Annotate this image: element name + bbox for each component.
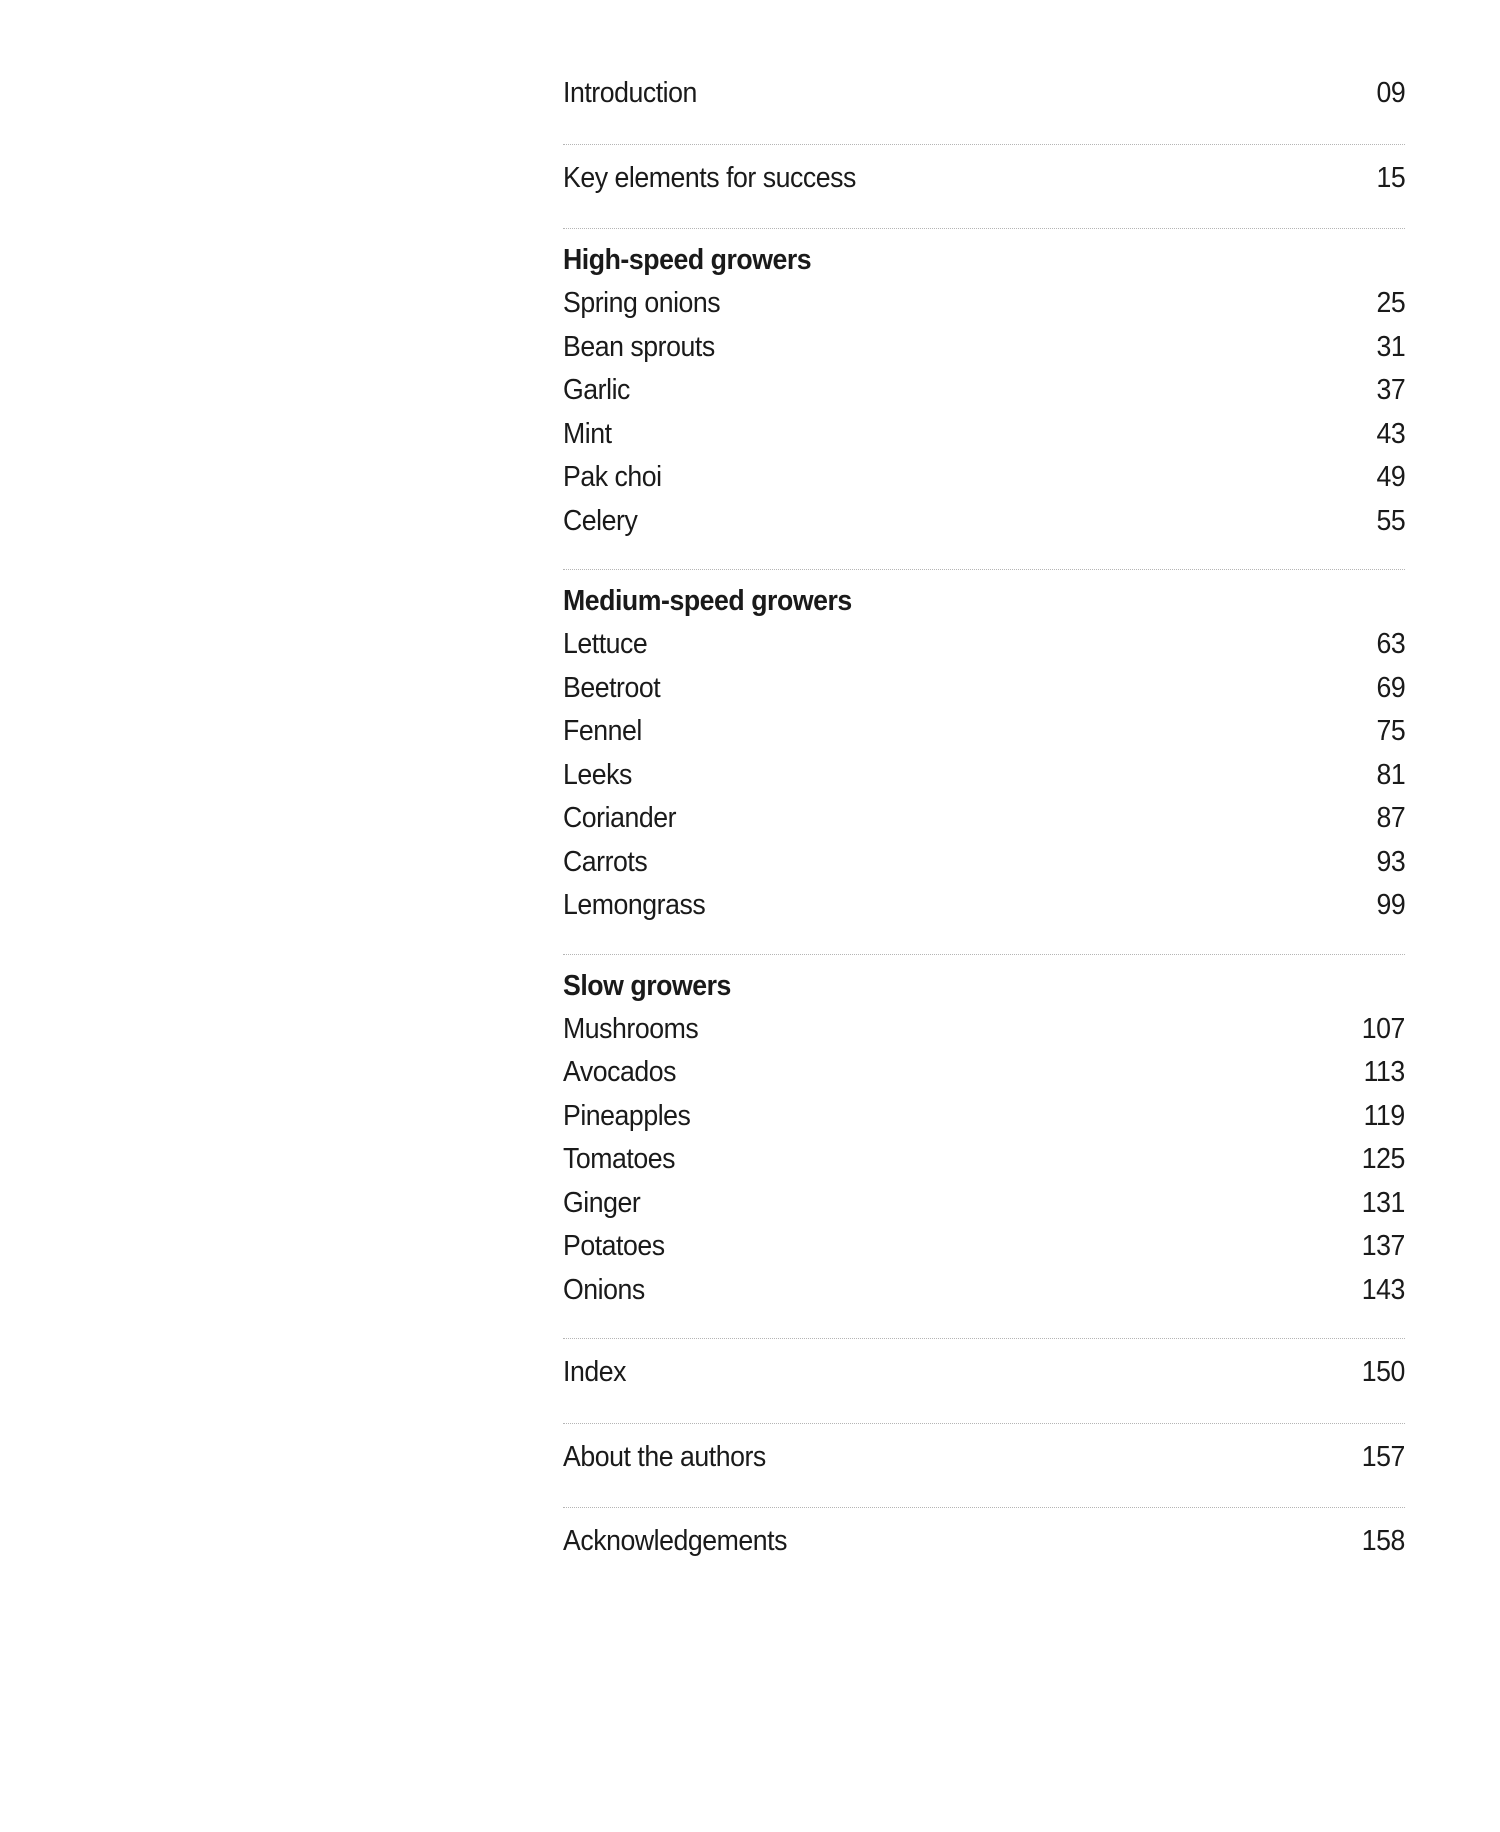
toc-entry[interactable] <box>563 884 1405 928</box>
toc-entry[interactable] <box>563 1225 1405 1269</box>
toc-entry-page: 107 <box>1361 1012 1405 1045</box>
toc-entry-page: 55 <box>1376 504 1405 537</box>
toc-entry-page: 49 <box>1376 461 1405 493</box>
toc-entry[interactable] <box>563 326 1405 370</box>
toc-entry[interactable] <box>563 1182 1405 1226</box>
section-heading: Slow growers <box>563 969 731 1002</box>
toc-section-acknowledgements <box>563 1508 1405 1592</box>
toc-entry-label: Tomatoes <box>563 1143 675 1175</box>
toc-entry-page: 157 <box>1361 1440 1405 1473</box>
toc-entry[interactable] <box>563 1138 1405 1182</box>
toc-section-index <box>563 1339 1405 1424</box>
toc-section-about-authors <box>563 1424 1405 1509</box>
toc-entry-label: Ginger <box>563 1186 641 1219</box>
toc-entry[interactable] <box>563 369 1405 413</box>
toc-entry-label: Lemongrass <box>563 889 706 921</box>
toc-entry-page: 119 <box>1363 1099 1405 1132</box>
section-heading: Medium-speed growers <box>563 585 852 617</box>
toc-entry-page: 81 <box>1376 758 1405 791</box>
toc-entry[interactable] <box>563 157 1405 201</box>
toc-entry-page: 131 <box>1361 1186 1405 1219</box>
toc-entry-label: Pak choi <box>563 461 662 493</box>
toc-entry-page: 37 <box>1376 374 1405 406</box>
toc-entry-page: 150 <box>1361 1356 1405 1388</box>
toc-entry-page: 63 <box>1376 628 1405 660</box>
toc-entry-page: 31 <box>1376 330 1405 363</box>
toc-entry-label: Onions <box>563 1273 645 1306</box>
toc-section-medium-speed <box>563 570 1405 955</box>
toc-entry-label: Acknowledgements <box>563 1525 788 1557</box>
toc-entry[interactable] <box>563 413 1405 457</box>
toc-entry-page: 93 <box>1376 845 1405 878</box>
toc-entry[interactable] <box>563 667 1405 711</box>
toc-entry-label: Avocados <box>563 1056 677 1088</box>
toc-entry[interactable] <box>563 1051 1405 1095</box>
toc-entry-page: 125 <box>1361 1143 1405 1175</box>
toc-entry[interactable] <box>563 797 1405 841</box>
toc-entry[interactable] <box>563 500 1405 544</box>
toc-entry-page: 87 <box>1376 802 1405 834</box>
toc-entry-label: Beetroot <box>563 671 661 704</box>
toc-entry-label: Garlic <box>563 374 630 406</box>
toc-entry-label: Mushrooms <box>563 1012 699 1045</box>
toc-section-slow <box>563 955 1405 1340</box>
toc-entry-label: Spring onions <box>563 287 721 319</box>
toc-entry-page: 43 <box>1376 417 1405 450</box>
toc-section-key-elements <box>563 145 1405 230</box>
toc-entry-page: 15 <box>1376 161 1405 194</box>
toc-entry[interactable] <box>563 1520 1405 1564</box>
toc-entry-page: 137 <box>1361 1230 1405 1262</box>
toc-section-introduction <box>563 72 1405 145</box>
toc-entry-label: Celery <box>563 504 638 537</box>
toc-entry[interactable] <box>563 1269 1405 1313</box>
toc-entry-page: 99 <box>1376 889 1405 921</box>
toc-entry-label: Bean sprouts <box>563 330 715 363</box>
toc-entry-label: Introduction <box>563 77 697 109</box>
toc-entry-label: About the authors <box>563 1440 766 1473</box>
toc-entry-page: 158 <box>1361 1525 1405 1557</box>
toc-entry-label: Key elements for success <box>563 161 856 194</box>
toc-entry[interactable] <box>563 72 1405 116</box>
toc-entry[interactable] <box>563 1095 1405 1139</box>
toc-entry[interactable] <box>563 1008 1405 1052</box>
toc-entry-label: Lettuce <box>563 628 648 660</box>
toc-entry-label: Fennel <box>563 715 642 747</box>
toc-entry[interactable] <box>563 456 1405 500</box>
section-heading: High-speed growers <box>563 244 812 276</box>
toc-entry-label: Leeks <box>563 758 632 791</box>
toc-entry-page: 69 <box>1376 671 1405 704</box>
toc-entry[interactable] <box>563 1436 1405 1480</box>
toc-section-high-speed <box>563 229 1405 570</box>
toc-entry[interactable] <box>563 841 1405 885</box>
toc-entry-label: Coriander <box>563 802 677 834</box>
table-of-contents <box>563 72 1405 1592</box>
toc-entry[interactable] <box>563 282 1405 326</box>
toc-entry[interactable] <box>563 710 1405 754</box>
toc-entry-page: 143 <box>1361 1273 1405 1306</box>
toc-entry-page: 75 <box>1376 715 1405 747</box>
toc-entry-page: 25 <box>1376 287 1405 319</box>
toc-entry[interactable] <box>563 1351 1405 1395</box>
toc-entry-page: 113 <box>1363 1056 1405 1088</box>
toc-entry-label: Index <box>563 1356 626 1388</box>
toc-entry-label: Mint <box>563 417 612 450</box>
toc-entry-label: Carrots <box>563 845 648 878</box>
toc-entry-page: 09 <box>1376 77 1405 109</box>
toc-entry[interactable] <box>563 754 1405 798</box>
toc-entry-label: Pineapples <box>563 1099 691 1132</box>
toc-entry-label: Potatoes <box>563 1230 665 1262</box>
toc-entry[interactable] <box>563 623 1405 667</box>
